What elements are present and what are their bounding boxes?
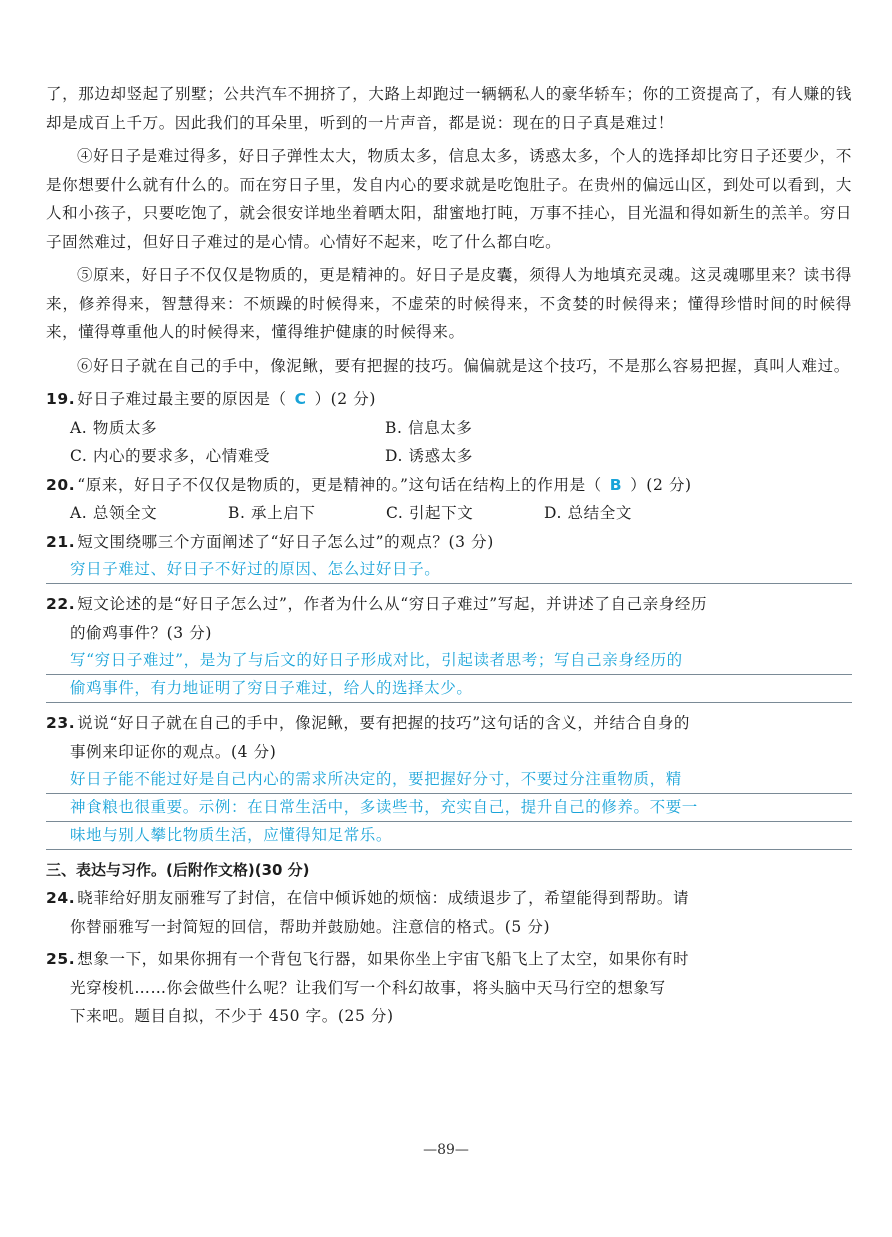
question-score: ）(2 分) [630, 475, 692, 494]
passage-paragraph-4: ④好日子是难过得多，好日子弹性太大，物质太多，信息太多，诱惑太多，个人的选择却比穷日子还要少，不是你想要什么就有什么的。而在穷日子里，发自内心的要求就是吃饱肚子。在贵州的偏远山区，到处可以看到，大人和小孩子，只要吃饱了，就会很安详地坐着晒太阳，甜蜜地打盹，万事不挂心，目光温和得如新生的羔羊。穷日子固然难过，但好日子难过的是心情。心情好不起来，吃了什么都白吃。 [46, 147, 852, 251]
filled-answer: B [609, 475, 623, 494]
answer-line: 味地与别人攀比物质生活，应懂得知足常乐。 [46, 822, 852, 850]
question-19 [46, 385, 852, 471]
question-number: 19. [46, 390, 76, 408]
answer-line: 好日子能不能过好是自己内心的需求所决定的，要把握好分寸，不要过分注重物质，精 [46, 766, 852, 794]
question-number: 22. [46, 595, 76, 613]
question-stem: 晓菲给好朋友丽雅写了封信，在信中倾诉她的烦恼：成绩退步了，希望能得到帮助。请 [77, 889, 690, 907]
question-23 [46, 709, 852, 850]
filled-answer: C [294, 390, 307, 408]
question-20 [46, 471, 852, 528]
question-score: ）(2 分) [314, 390, 377, 408]
question-number: 25. [46, 950, 76, 968]
question-number: 24. [46, 889, 76, 907]
passage-paragraph-5: ⑤原来，好日子不仅仅是物质的，更是精神的。好日子是皮囊，须得人为地填充灵魂。这灵魂哪里来？读书得来，修养得来，智慧得来：不烦躁的时候得来，不虚荣的时候得来，不贪婪的时候得来；懂得珍惜时间的时候得来，懂得尊重他人的时候得来，懂得维护健康的时候得来。 [46, 266, 852, 341]
question-stem-cont: 事例来印证你的观点。(4 分) [70, 742, 277, 761]
option-b: B. 信息太多 [385, 418, 473, 437]
question-stem: 好日子难过最主要的原因是（ [77, 390, 287, 408]
question-stem: 说说“好日子就在自己的手中，像泥鳅，要有把握的技巧”这句话的含义，并结合自身的 [77, 714, 691, 732]
question-stem-cont: 光穿梭机……你会做些什么呢？让我们写一个科幻故事，将头脑中天马行空的想象写 [70, 978, 666, 997]
option-d: D. 总结全文 [544, 504, 632, 522]
answer-line: 穷日子难过、好日子不好过的原因、怎么过好日子。 [46, 556, 852, 584]
option-c: C. 引起下文 [386, 504, 474, 522]
option-b: B. 承上启下 [228, 504, 316, 522]
option-d: D. 诱惑太多 [385, 447, 473, 465]
question-21 [46, 528, 852, 585]
page-number: —89— [423, 1142, 469, 1158]
question-22 [46, 590, 852, 703]
question-stem: 短文论述的是“好日子怎么过”，作者为什么从“穷日子难过”写起，并讲述了自己亲身经历 [77, 595, 708, 613]
question-number: 23. [46, 714, 76, 732]
question-stem-cont: 你替丽雅写一封简短的回信，帮助并鼓励她。注意信的格式。(5 分) [70, 917, 551, 936]
question-number: 21. [46, 532, 76, 551]
option-c: C. 内心的要求多，心情难受 [70, 447, 271, 465]
question-stem-cont: 的偷鸡事件？(3 分) [70, 623, 212, 642]
section-title: 三、表达与习作。(后附作文格)(30 分) [46, 861, 310, 879]
answer-line: 写“穷日子难过”，是为了与后文的好日子形成对比，引起读者思考；写自己亲身经历的 [46, 647, 852, 675]
question-stem-cont: 下来吧。题目自拟，不少于 450 字。(25 分) [70, 1007, 394, 1025]
passage-paragraph-6: ⑥好日子就在自己的手中，像泥鳅，要有把握的技巧。偏偏就是这个技巧，不是那么容易把握，真叫人难过。 [77, 356, 850, 375]
option-a: A. 物质太多 [70, 418, 158, 437]
question-stem: 想象一下，如果你拥有一个背包飞行器，如果你坐上宇宙飞船飞上了太空，如果你有时 [77, 950, 690, 968]
question-24 [46, 884, 852, 941]
passage-paragraph-continued: 了，那边却竖起了别墅；公共汽车不拥挤了，大路上却跑过一辆辆私人的豪华轿车；你的工资提高了，有人赚的钱却是成百上千万。因此我们的耳朵里，听到的一片声音，都是说：现在的日子真是难过！ [46, 85, 852, 132]
answer-line: 神食粮也很重要。示例：在日常生活中，多读些书，充实自己，提升自己的修养。不要一 [46, 794, 852, 822]
question-stem: “原来，好日子不仅仅是物质的，更是精神的。”这句话在结构上的作用是（ [77, 475, 602, 494]
option-a: A. 总领全文 [70, 504, 158, 522]
worksheet-page [46, 80, 852, 1031]
question-number: 20. [46, 475, 76, 494]
question-25 [46, 945, 852, 1031]
question-stem: 短文围绕哪三个方面阐述了“好日子怎么过”的观点？(3 分) [77, 532, 494, 551]
answer-line: 偷鸡事件，有力地证明了穷日子难过，给人的选择太少。 [46, 675, 852, 703]
